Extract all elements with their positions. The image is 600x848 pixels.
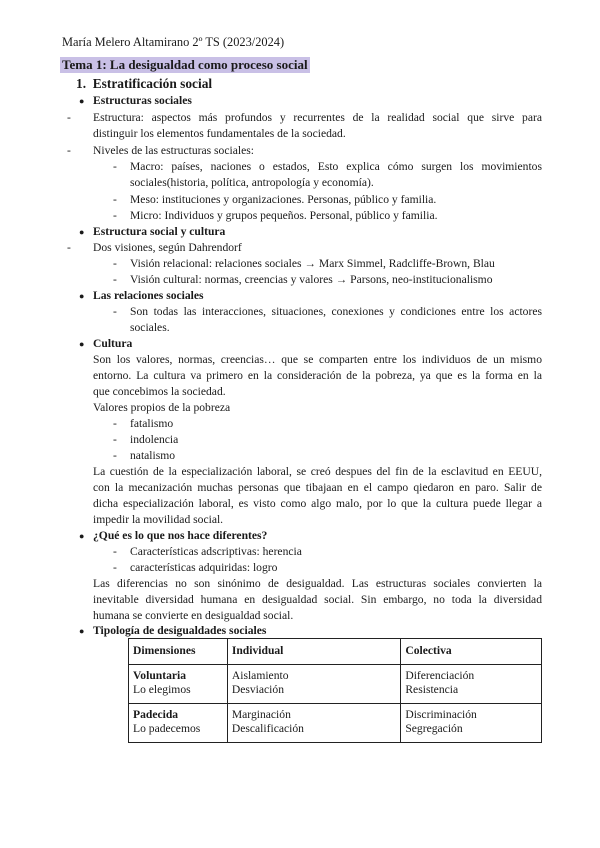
- bullet-icon: ●: [79, 531, 85, 541]
- macro-line-1: Macro: países, naciones o estados, Esto explica cómo surgen los movimientos: [130, 160, 542, 173]
- dimension-label: Padecida: [133, 708, 179, 721]
- micro-text: Micro: Individuos y grupos pequeños. Personal, público y familia.: [130, 209, 438, 222]
- bullet-icon: ●: [79, 626, 85, 636]
- cell-value: Aislamiento: [231, 669, 289, 682]
- cultura-heading: Cultura: [93, 337, 133, 350]
- table-row: [129, 704, 542, 743]
- relations-heading: Las relaciones sociales: [93, 289, 204, 302]
- differences-p-line-3: humana se convierte en desigualdad social.: [93, 609, 294, 622]
- dash-marker: -: [113, 209, 117, 222]
- valores-text: Valores propios de la pobreza: [93, 401, 231, 414]
- relations-line-1: Son todas las interacciones, situaciones, conexiones y condiciones entre los actores: [130, 305, 542, 318]
- bullet-icon: ●: [79, 227, 85, 237]
- estructura-line-1: Estructura: aspectos más profundos y recurrentes de la realidad social que sirve para: [93, 111, 542, 124]
- bullet-icon: ●: [79, 339, 85, 349]
- dash-marker: -: [113, 433, 117, 446]
- typology-table: [128, 638, 542, 743]
- dash-marker: -: [67, 111, 71, 124]
- cell-value: Discriminación: [405, 708, 477, 721]
- cultura-p2-line-4: impedir la movilidad social.: [93, 513, 224, 526]
- dash-marker: -: [113, 305, 117, 318]
- table-cell: [227, 704, 400, 743]
- cultura-p2-line-3: dicha especialización laboral, es visto como algo malo, por lo que la cultura puede llegar a: [93, 497, 542, 510]
- cell-value: Segregación: [405, 722, 463, 735]
- dimension-sub: Lo elegimos: [133, 683, 191, 696]
- section-number: 1.: [76, 76, 87, 91]
- macro-line-2: sociales(historia, política, antropología y economía).: [130, 176, 374, 189]
- dash-marker: -: [113, 273, 117, 286]
- dimension-sub: Lo padecemos: [133, 722, 201, 735]
- valor-item: fatalismo: [130, 417, 174, 430]
- bullet-icon: ●: [79, 96, 85, 106]
- cell-value: Descalificación: [231, 722, 304, 735]
- relations-line-2: sociales.: [130, 321, 170, 334]
- topic-title: Tema 1: La desigualdad como proceso social: [62, 57, 308, 72]
- section-heading: [76, 76, 212, 92]
- cell-value: Desviación: [231, 683, 284, 696]
- section-title: Estratificación social: [92, 76, 213, 91]
- table-cell: [401, 665, 542, 704]
- cell-value: Diferenciación: [405, 669, 475, 682]
- dimension-label: Voluntaria: [133, 669, 187, 682]
- dash-marker: -: [113, 193, 117, 206]
- column-header: Colectiva: [401, 639, 542, 665]
- differences-p-line-2: inevitable diversidad humana en desigualdad social. Sin embargo, no toda la diversidad: [93, 593, 542, 606]
- table-cell: [129, 704, 228, 743]
- niveles-text: Niveles de las estructuras sociales:: [93, 144, 254, 157]
- culture-structure-heading: Estructura social y cultura: [93, 225, 226, 238]
- table-cell: [129, 665, 228, 704]
- typology-heading: Tipología de desigualdades sociales: [93, 624, 267, 637]
- cultura-p1-line-3: que concebimos la sociedad.: [93, 385, 226, 398]
- column-header: Dimensiones: [129, 639, 228, 665]
- table-cell: [401, 704, 542, 743]
- difference-item: Características adscriptivas: herencia: [130, 545, 302, 558]
- dash-marker: -: [67, 144, 71, 157]
- valor-item: indolencia: [130, 433, 179, 446]
- dash-marker: -: [113, 545, 117, 558]
- dash-marker: -: [113, 449, 117, 462]
- estructura-line-2: distinguir los elementos fundamentales de la sociedad.: [93, 127, 346, 140]
- dash-marker: -: [113, 561, 117, 574]
- cultura-p1-line-1: Son los valores, normas, creencias… que se comparten entre los individuos de un mismo: [93, 353, 542, 366]
- vision-relacional-text: Visión relacional: relaciones sociales → Marx Simmel, Radcliffe-Brown, Blau: [130, 257, 495, 270]
- meso-text: Meso: instituciones y organizaciones. Personas, público y familia.: [130, 193, 437, 206]
- cultura-p1-line-2: entorno. La cultura va primero en la consideración de la pobreza, ya que es la forma en la: [93, 369, 542, 382]
- table-cell: [227, 665, 400, 704]
- table-header-row: [129, 639, 542, 665]
- dash-marker: -: [113, 417, 117, 430]
- cell-value: Resistencia: [405, 683, 459, 696]
- valor-item: natalismo: [130, 449, 176, 462]
- column-header: Individual: [227, 639, 400, 665]
- visiones-text: Dos visiones, según Dahrendorf: [93, 241, 242, 254]
- vision-cultural-text: Visión cultural: normas, creencias y valores → Parsons, neo-institucionalismo: [130, 273, 493, 286]
- difference-item: características adquiridas: logro: [130, 561, 278, 574]
- structures-heading: Estructuras sociales: [93, 94, 192, 107]
- cultura-p2-line-2: con la mecanización muchas personas que tibajaan en el campo qiedaron en paro. Salir de: [93, 481, 542, 494]
- bullet-icon: ●: [79, 291, 85, 301]
- dash-marker: -: [113, 257, 117, 270]
- dash-marker: -: [67, 241, 71, 254]
- table-row: [129, 665, 542, 704]
- differences-heading: ¿Qué es lo que nos hace diferentes?: [93, 529, 268, 542]
- document-header: María Melero Altamirano 2º TS (2023/2024): [62, 35, 285, 49]
- differences-p-line-1: Las diferencias no son sinónimo de desigualdad. Las estructuras sociales convierten la: [93, 577, 542, 590]
- cultura-p2-line-1: La cuestión de la especialización laboral, se creó despues del fin de la esclavitud en EEUU,: [93, 465, 542, 478]
- dash-marker: -: [113, 160, 117, 173]
- cell-value: Marginación: [231, 708, 291, 721]
